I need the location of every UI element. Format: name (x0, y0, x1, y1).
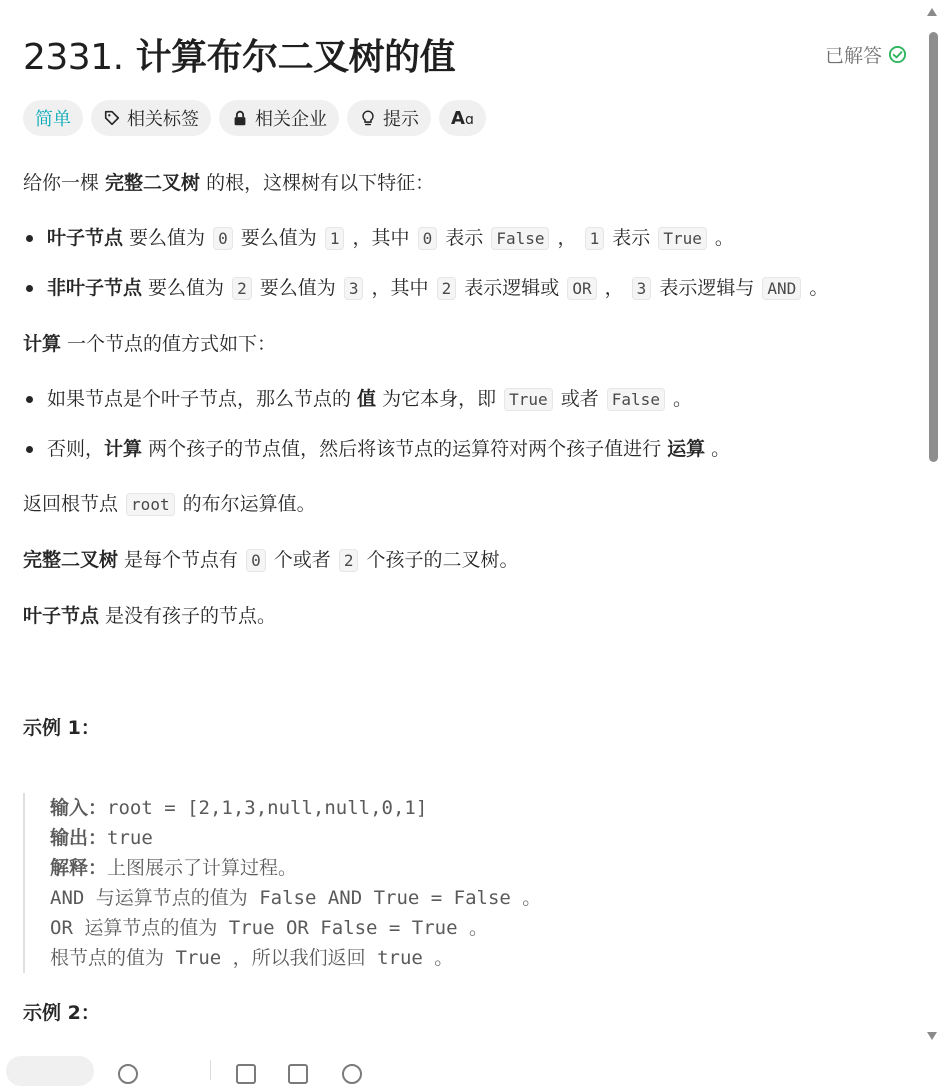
tree-features-list (23, 223, 909, 304)
bold-text: 叶子节点 (47, 227, 124, 249)
check-circle-icon (888, 45, 907, 64)
related-tags-label: 相关标签 (127, 109, 199, 130)
problem-description-panel (23, 0, 909, 1048)
text: 要么值为 (123, 227, 212, 249)
tag-bar (23, 100, 909, 136)
lock-icon (231, 109, 249, 127)
scroll-down-arrow-icon[interactable] (927, 1032, 937, 1040)
leaf-def-paragraph (23, 601, 909, 631)
example-1-explain-line (50, 853, 909, 883)
text: 如果节点是个叶子节点，那么节点的 (47, 388, 358, 410)
inline-code: 2 (437, 277, 457, 300)
list-item-rule-nonleaf (23, 434, 909, 464)
text: 给你一棵 (23, 172, 106, 194)
inline-code: True (658, 227, 707, 250)
help-icon[interactable] (342, 1064, 362, 1084)
intro-paragraph (23, 168, 909, 198)
bold-text: 完整二叉树 (23, 549, 119, 571)
text: 的根，这棵树有以下特征： (200, 172, 435, 194)
input-label: 输入： (50, 797, 108, 819)
inline-code: False (607, 388, 665, 411)
translate-button[interactable] (439, 100, 486, 136)
text: 或者 (554, 388, 605, 410)
text: 返回根节点 (23, 493, 125, 515)
calc-paragraph (23, 329, 909, 359)
list-item-leaf (23, 223, 909, 254)
text: 要么值为 (234, 227, 323, 249)
inline-code: False (491, 227, 549, 250)
return-paragraph (23, 489, 909, 520)
hint-button[interactable] (347, 100, 431, 136)
bold-text: 运算 (667, 438, 706, 460)
hint-label: 提示 (383, 109, 419, 130)
example-1-input-line (50, 793, 909, 823)
text: ， (598, 277, 630, 299)
inline-code: 0 (246, 549, 266, 572)
problem-title[interactable] (23, 29, 455, 80)
text: ，其中 (365, 277, 435, 299)
text: 表示 (606, 227, 657, 249)
bold-text: 计算 (104, 438, 143, 460)
inline-code: 3 (344, 277, 364, 300)
inline-code: 0 (418, 227, 438, 250)
example-2-title: 示例 2： (23, 1002, 100, 1024)
inline-code: 2 (232, 277, 252, 300)
inline-code: 1 (585, 227, 605, 250)
share-icon[interactable] (288, 1064, 308, 1084)
related-companies-button[interactable] (219, 100, 339, 136)
output-value: true (107, 827, 153, 849)
related-tags-button[interactable] (91, 100, 211, 136)
like-button[interactable] (6, 1056, 94, 1086)
scrollbar-thumb[interactable] (929, 32, 938, 462)
difficulty-label: 简单 (35, 109, 71, 130)
text: 是每个节点有 (118, 549, 245, 571)
text: 。 (708, 227, 734, 249)
lightbulb-icon (359, 109, 377, 127)
text: ，其中 (346, 227, 416, 249)
full-tree-paragraph (23, 545, 909, 576)
title-row (23, 30, 909, 78)
output-label: 输出： (50, 827, 108, 849)
difficulty-badge[interactable] (23, 100, 83, 136)
text: 一个节点的值方式如下： (61, 333, 277, 355)
example-1-title: 示例 1： (23, 717, 100, 739)
toolbar-divider (210, 1060, 211, 1080)
inline-code: 3 (632, 277, 652, 300)
text: 个孩子的二叉树。 (360, 549, 519, 571)
text: 个或者 (267, 549, 337, 571)
inline-code: root (126, 493, 175, 516)
bold-text: 值 (357, 388, 377, 410)
translate-letter: A (451, 107, 465, 129)
problem-name: 计算布尔二叉树的值 (135, 36, 456, 78)
example-1-block (23, 793, 909, 973)
text: 否则， (47, 438, 105, 460)
text: 两个孩子的节点值，然后将该节点的运算符对两个孩子值进行 (142, 438, 668, 460)
bold-text: 完整二叉树 (105, 172, 201, 194)
comment-icon[interactable] (118, 1064, 138, 1084)
text: 。 (803, 277, 829, 299)
inline-code: AND (762, 277, 801, 300)
explain-label: 解释： (50, 857, 108, 879)
vertical-scrollbar[interactable] (925, 0, 939, 1048)
text: 的布尔运算值。 (176, 493, 316, 515)
inline-code: 2 (339, 549, 359, 572)
example-1-explain-line-3: OR 运算节点的值为 True OR False = True 。 (50, 917, 488, 939)
input-value: root = [2,1,3,null,null,0,1] (107, 797, 428, 819)
text: 。 (666, 388, 692, 410)
explain-value: 上图展示了计算过程。 (107, 857, 298, 879)
inline-code: True (504, 388, 553, 411)
text: 表示逻辑或 (458, 277, 566, 299)
solved-status (825, 41, 907, 68)
text: 为它本身，即 (376, 388, 503, 410)
text: 表示逻辑与 (653, 277, 761, 299)
related-companies-label: 相关企业 (255, 109, 327, 130)
bold-text: 叶子节点 (23, 605, 100, 627)
text: 表示 (439, 227, 490, 249)
bold-text: 非叶子节点 (47, 277, 143, 299)
scroll-up-arrow-icon[interactable] (927, 8, 937, 16)
text: ， (551, 227, 583, 249)
bottom-toolbar (0, 1048, 939, 1074)
translate-icon: A ɑ (451, 107, 474, 129)
solved-label: 已解答 (824, 44, 882, 67)
list-item-nonleaf (23, 273, 909, 304)
inline-code: OR (567, 277, 596, 300)
text: 要么值为 (253, 277, 342, 299)
problem-number: 2331. (23, 36, 124, 78)
inline-code: 0 (213, 227, 233, 250)
calc-rules-list (23, 384, 909, 464)
text: 是没有孩子的节点。 (99, 605, 277, 627)
example-1-explain-line-4: 根节点的值为 True ，所以我们返回 true 。 (50, 947, 454, 969)
example-1-explain-line-2: AND 与运算节点的值为 False AND True = False 。 (50, 887, 542, 909)
bold-text: 计算 (23, 333, 62, 355)
tag-icon (103, 109, 121, 127)
list-item-rule-leaf (23, 384, 909, 415)
inline-code: 1 (325, 227, 345, 250)
example-1-output-line (50, 823, 909, 853)
text: 。 (705, 438, 731, 460)
star-icon[interactable] (236, 1064, 256, 1084)
text: 要么值为 (142, 277, 231, 299)
